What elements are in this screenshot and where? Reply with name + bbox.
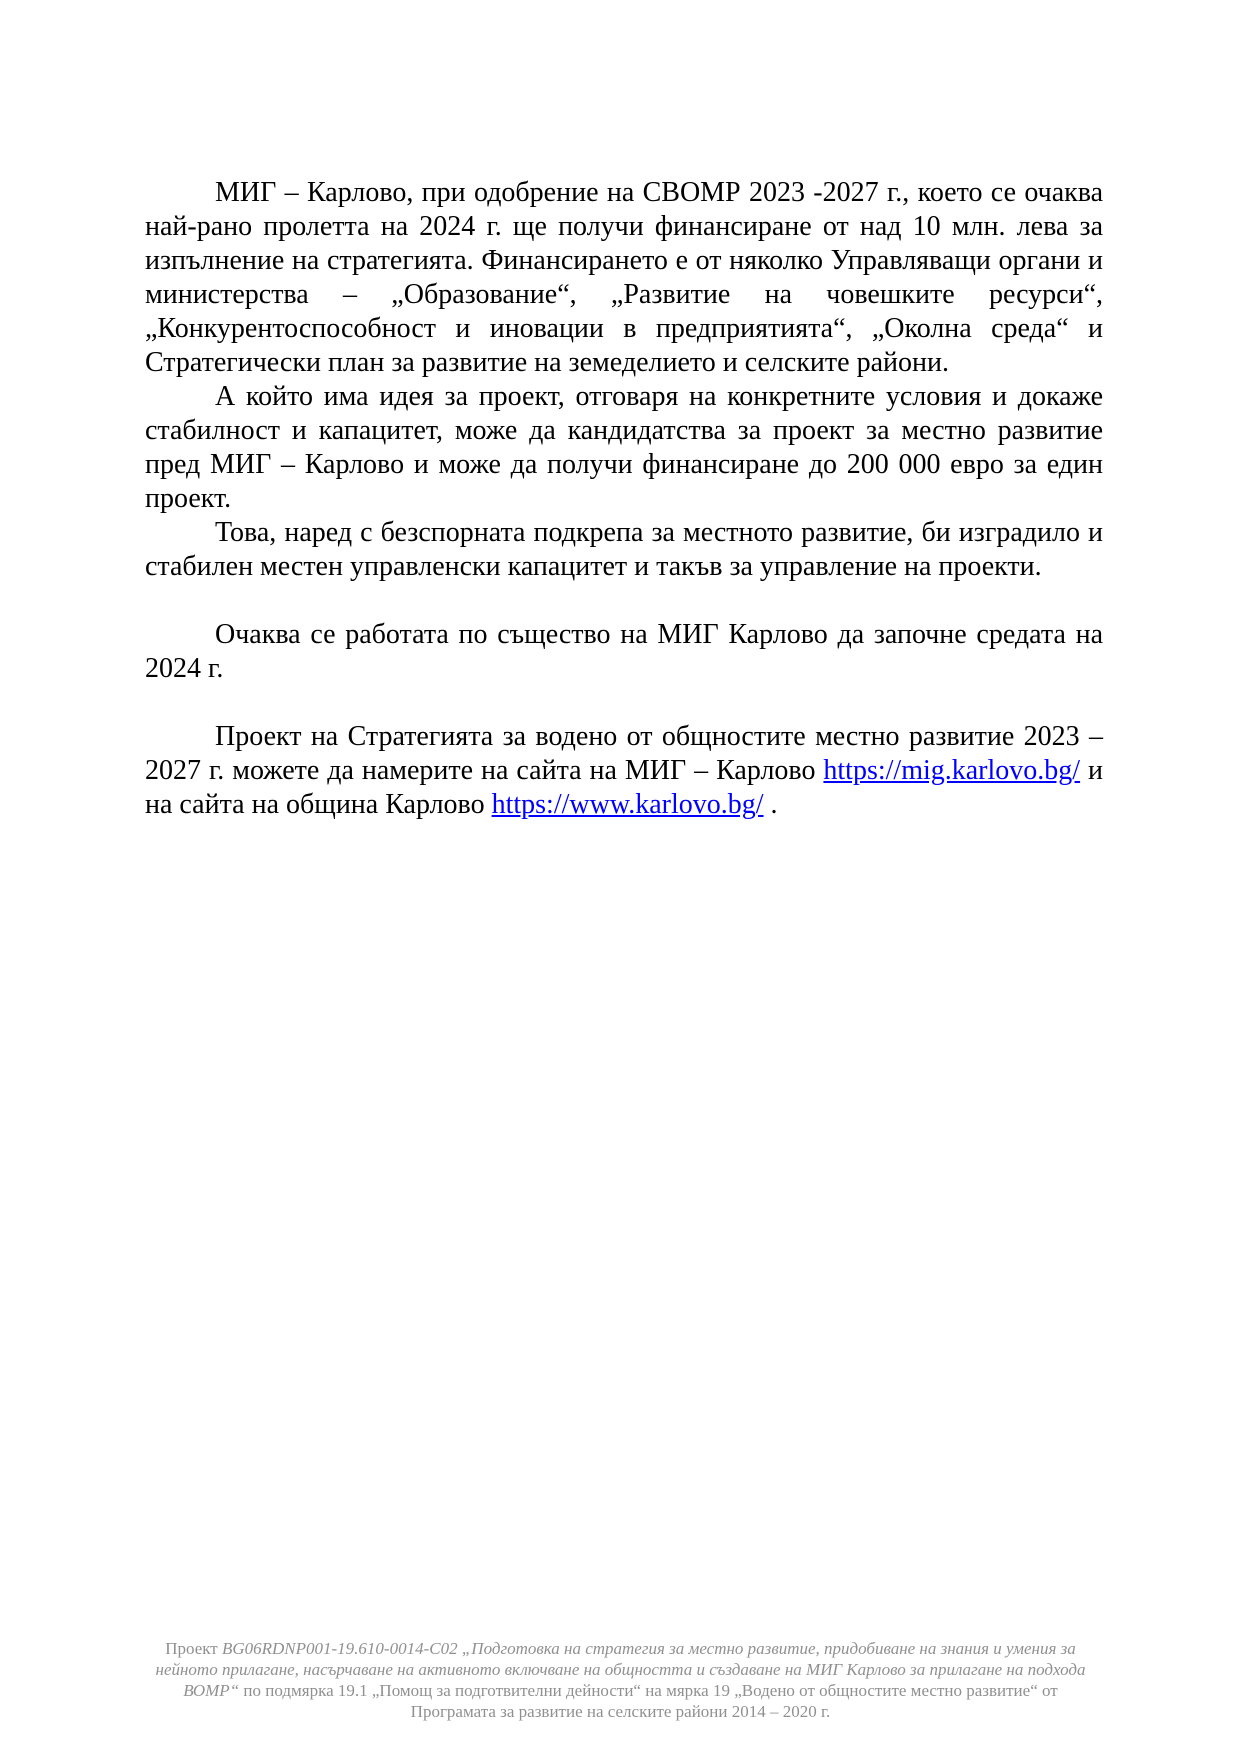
paragraph-capacity: Това, наред с безспорната подкрепа за местното развитие, би изградило и стабилен местен управленски капацитет и такъв за управление на проекти. — [145, 517, 1103, 582]
strategy-links-text-start: Проект на Стратегията за водено от общностите местно развитие 2023 – 2027 г. можете да намерите на сайта на МИГ – Карлово — [145, 721, 1103, 786]
paragraph-strategy-links — [145, 720, 1103, 822]
footer-text-start: Проект — [165, 1639, 222, 1658]
paragraph-apply: А който има идея за проект, отговаря на конкретните условия и докаже стабилност и капацитет, може да кандидатства за проект за местно развитие пред МИГ – Карлово и може да получи финансиране до 200 000 евро за един проект. — [145, 381, 1103, 514]
paragraph-start-date: Очаква се работата по същество на МИГ Карлово да започне средата на 2024 г. — [145, 619, 1103, 684]
mig-karlovo-site-link[interactable]: https://mig.karlovo.bg/ — [823, 755, 1081, 786]
karlovo-municipality-site-link[interactable]: https://www.karlovo.bg/ — [491, 789, 764, 820]
paragraph-funding: МИГ – Карлово, при одобрение на СВОМР 2023 -2027 г., което се очаква най-рано пролетта на 2024 г. ще получи финансиране от над 10 млн. лева за изпълнение на стратегията. Финансирането е от няколко Управляващи органи и министерства – „Образование“, „Развитие на човешките ресурси“, „Конкурентоспособност и иновации в предприятията“, „Околна среда“ и Стратегически план за развитие на земеделието и селските райони. — [145, 177, 1103, 378]
footer-text-end: по подмярка 19.1 „Помощ за подготвителни дейности“ на мярка 19 „Водено от общностите местно развитие“ от Програмата за развитие на селските райони 2014 – 2020 г. — [239, 1681, 1058, 1721]
page-footer — [148, 1638, 1093, 1722]
strategy-links-text-end: . — [763, 789, 778, 820]
strategy-links-text-middle: и на сайта на община Карлово — [145, 755, 1104, 820]
document-body — [145, 176, 1103, 822]
footer-project-title: BG06RDNP001-19.610-0014-C02 „Подготовка на стратегия за местно развитие, придобиване на знания и умения за нейното прилагане, насърчаване на активното включване на общността и създаване на МИГ Карлово за прилагане на подхода ВОМР“ — [155, 1639, 1086, 1700]
